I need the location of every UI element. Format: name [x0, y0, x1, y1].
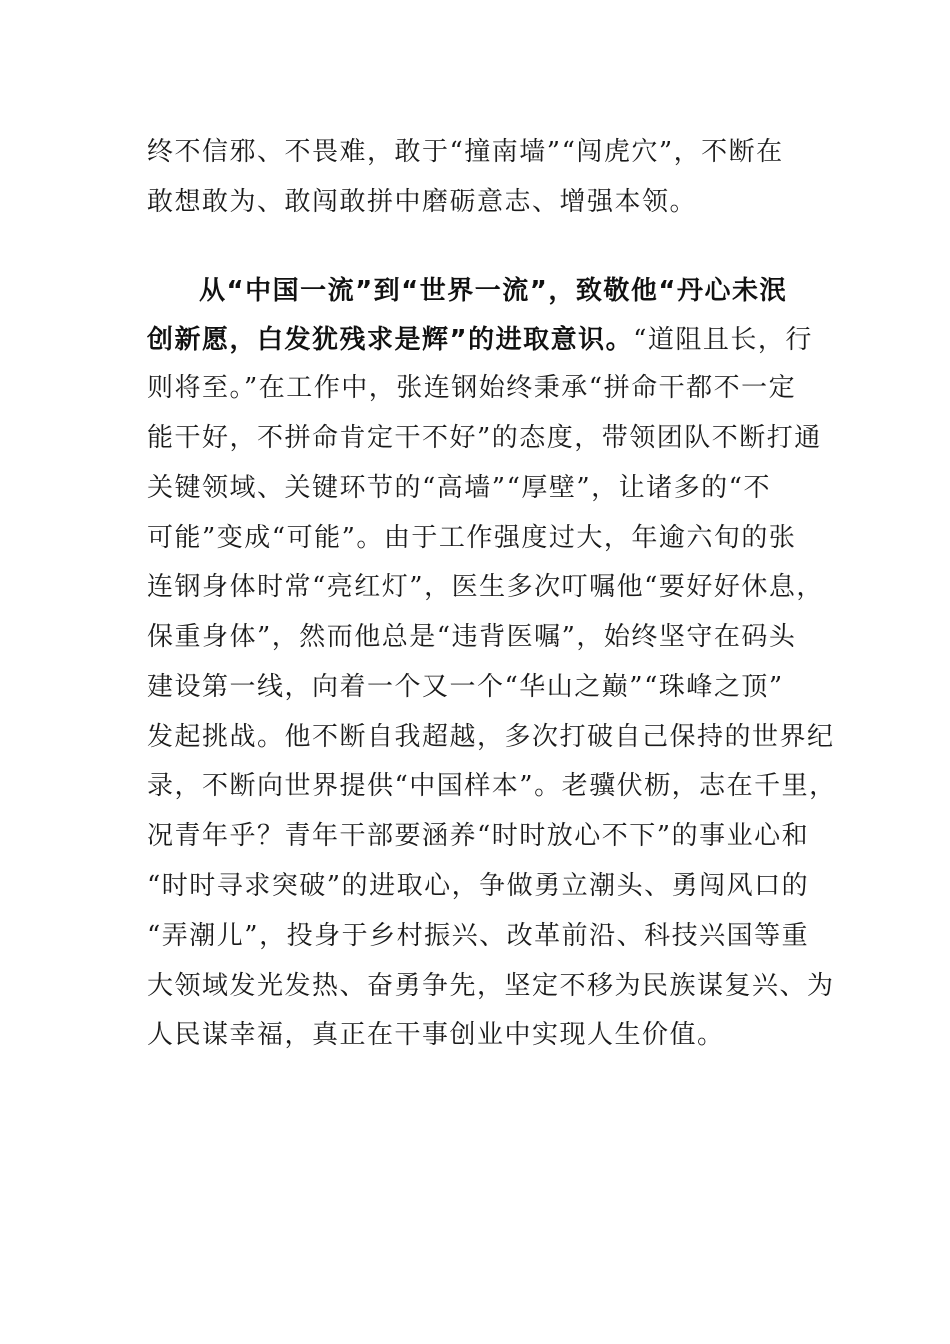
paragraph-2-line-16: 人民谋幸福，真正在干事创业中实现人生价值。	[147, 1020, 725, 1050]
paragraph-2-line-2	[147, 320, 813, 360]
paragraph-2-line-9: 建设第一线，向着一个又一个“华山之巅”“珠峰之顶”	[147, 672, 784, 702]
paragraph-2-line-4: 能干好，不拼命肯定干不好”的态度，带领团队不断打通	[147, 423, 822, 453]
paragraph-2-line-15: 大领域发光发热、奋勇争先，坚定不移为民族谋复兴、为	[147, 971, 835, 1001]
paragraph-2-line-5: 关键领域、关键环节的“高墙”“厚壁”，让诸多的“不	[147, 473, 771, 503]
paragraph-2-bold-heading-line-1: 从“中国一流”到“世界一流”，致敬他“丹心未泯	[199, 276, 787, 306]
paragraph-2-line-13: “时时寻求突破”的进取心，争做勇立潮头、勇闯风口的	[147, 871, 810, 901]
paragraph-2-line-3: 则将至。”在工作中，张连钢始终秉承“拼命干都不一定	[147, 373, 797, 403]
paragraph-2-line-10: 发起挑战。他不断自我超越，多次打破自己保持的世界纪	[147, 722, 835, 752]
paragraph-2-line-14: “弄潮儿”，投身于乡村振兴、改革前沿、科技兴国等重	[147, 921, 810, 951]
paragraph-1-line-2: 敢想敢为、敢闯敢拼中磨砺意志、增强本领。	[147, 187, 698, 217]
paragraph-2-line-12: 况青年乎？青年干部要涵养“时时放心不下”的事业心和	[147, 821, 810, 851]
paragraph-1-line-1: 终不信邪、不畏难，敢于“撞南墙”“闯虎穴”，不断在	[147, 137, 784, 167]
paragraph-2-bold-heading-line-2: 创新愿，白发犹残求是辉”的进取意识。	[147, 325, 634, 355]
paragraph-2-line-11: 录，不断向世界提供“中国样本”。老骥伏枥，志在千里，	[147, 771, 837, 801]
paragraph-2-line-7: 连钢身体时常“亮红灯”，医生多次叮嘱他“要好好休息，	[147, 572, 824, 602]
paragraph-2-line-6: 可能”变成“可能”。由于工作强度过大，年逾六旬的张	[147, 523, 797, 553]
paragraph-2-line-8: 保重身体”，然而他总是“违背医嘱”，始终坚守在码头	[147, 622, 797, 652]
paragraph-2-quote-start: “道阻且长，行	[633, 325, 813, 355]
